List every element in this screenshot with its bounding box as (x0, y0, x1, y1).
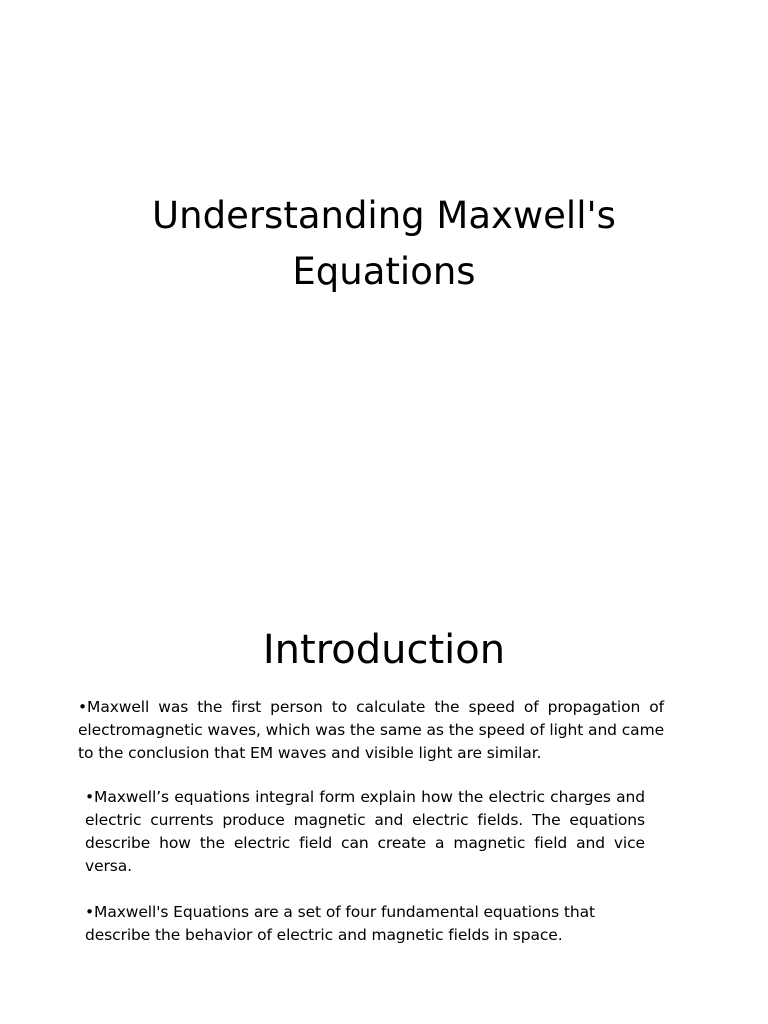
document-title (60, 188, 708, 300)
title-line-1: Understanding Maxwell's (152, 194, 616, 237)
section-heading-introduction: Introduction (262, 627, 506, 673)
intro-paragraph-2: •Maxwell’s equations integral form explain how the electric charges and electric currents produce magnetic and electric fields. The equations describe how the electric field can create a magnetic field and vice versa. (85, 788, 645, 875)
intro-paragraph-1: •Maxwell was the first person to calculate the speed of propagation of electromagnetic waves, which was the same as the speed of light and came to the conclusion that EM waves and visible light are similar. (78, 698, 665, 762)
title-line-2: Equations (292, 250, 476, 293)
intro-paragraph-3: •Maxwell's Equations are a set of four fundamental equations that describe the behavior of electric and magnetic fields in space. (85, 903, 595, 944)
